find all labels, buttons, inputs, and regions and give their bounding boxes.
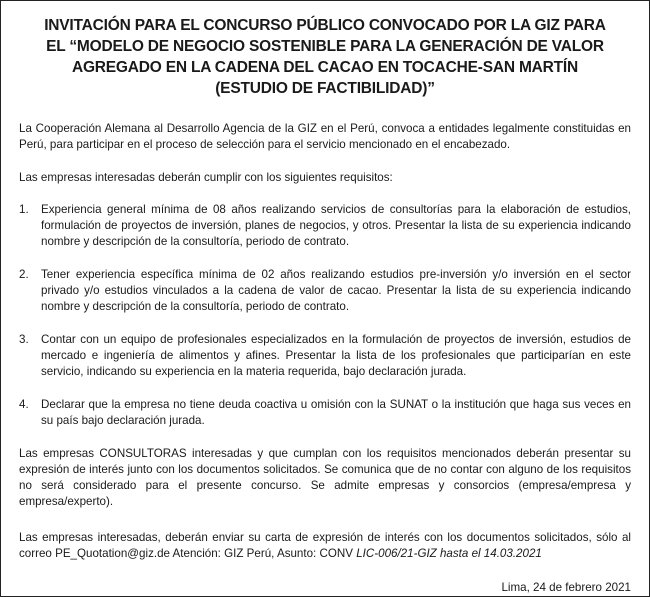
requirements-list (19, 202, 631, 429)
requirement-item (19, 397, 631, 429)
requirement-number: 1. (19, 203, 29, 216)
requirement-item (19, 267, 631, 315)
requirement-number: 3. (19, 333, 29, 346)
contact-text: Las empresas interesadas, deberán enviar su carta de expresión de interés con los documentos solicitados, sólo al correo PE_Quotation@giz.de Atención: GIZ Perú, Asunto: CONV (19, 531, 631, 560)
title-line: AGREGADO EN LA CADENA DEL CACAO EN TOCACHE-SAN MARTÍN (71, 59, 579, 76)
title-line: (ESTUDIO DE FACTIBILIDAD)” (215, 80, 435, 97)
notice-title (19, 15, 631, 99)
issue-date: Lima, 24 de febrero 2021 (501, 581, 631, 594)
intro-paragraph: La Cooperación Alemana al Desarrollo Agencia de la GIZ en el Perú, convoca a entidades legalmente constituidas en Perú, para participar en el proceso de selección para el servicio mencionado en el encabezado. (19, 122, 631, 151)
title-line: EL “MODELO DE NEGOCIO SOSTENIBLE PARA LA GENERACIÓN DE VALOR (46, 38, 604, 55)
title-line: INVITACIÓN PARA EL CONCURSO PÚBLICO CONVOCADO POR LA GIZ PARA (44, 17, 606, 34)
requirement-text: Experiencia general mínima de 08 años realizando servicios de consultorías para la elaboración de estudios, formulación de proyectos de inversión, planes de negocios, y otros. Presentar la lista de su experiencia indicando nombre y descripción de la consultoría, periodo de contrato. (41, 203, 631, 248)
requirements-intro: Las empresas interesadas deberán cumplir con los siguientes requisitos: (19, 171, 393, 184)
requirement-text: Contar con un equipo de profesionales especializados en la formulación de proyectos de inversión, estudios de mercado e ingeniería de alimentos y afines. Presentar la lista de los profesionales que participarían en este servicio, indicando su experiencia en la materia requerida, bajo declaración jurada. (41, 333, 631, 378)
requirement-item (19, 202, 631, 250)
requirement-number: 4. (19, 398, 29, 411)
consultoras-paragraph: Las empresas CONSULTORAS interesadas y que cumplan con los requisitos mencionados deberán presentar su expresión de interés junto con los documentos solicitados. Se comunica que de no contar con alguno de los requisitos no será considerado para el presente concurso. Se admite empresas y consorcios (empresa/empresa y empresa/experto). (19, 447, 631, 508)
contact-paragraph (19, 530, 631, 562)
requirement-number: 2. (19, 268, 29, 281)
requirement-text: Declarar que la empresa no tiene deuda coactiva u omisión con la SUNAT o la institución que haga sus veces en su país bajo declaración jurada. (41, 398, 631, 427)
requirement-item (19, 332, 631, 380)
requirement-text: Tener experiencia específica mínima de 02 años realizando estudios pre-inversión y/o inversión en el sector privado y/o estudios vinculados a la cadena de valor de cacao. Presentar la lista de su experiencia indicando nombre y descripción de la consultoría, periodo de contrato. (41, 268, 631, 313)
contest-reference: LIC-006/21-GIZ hasta el 14.03.2021 (356, 547, 542, 560)
